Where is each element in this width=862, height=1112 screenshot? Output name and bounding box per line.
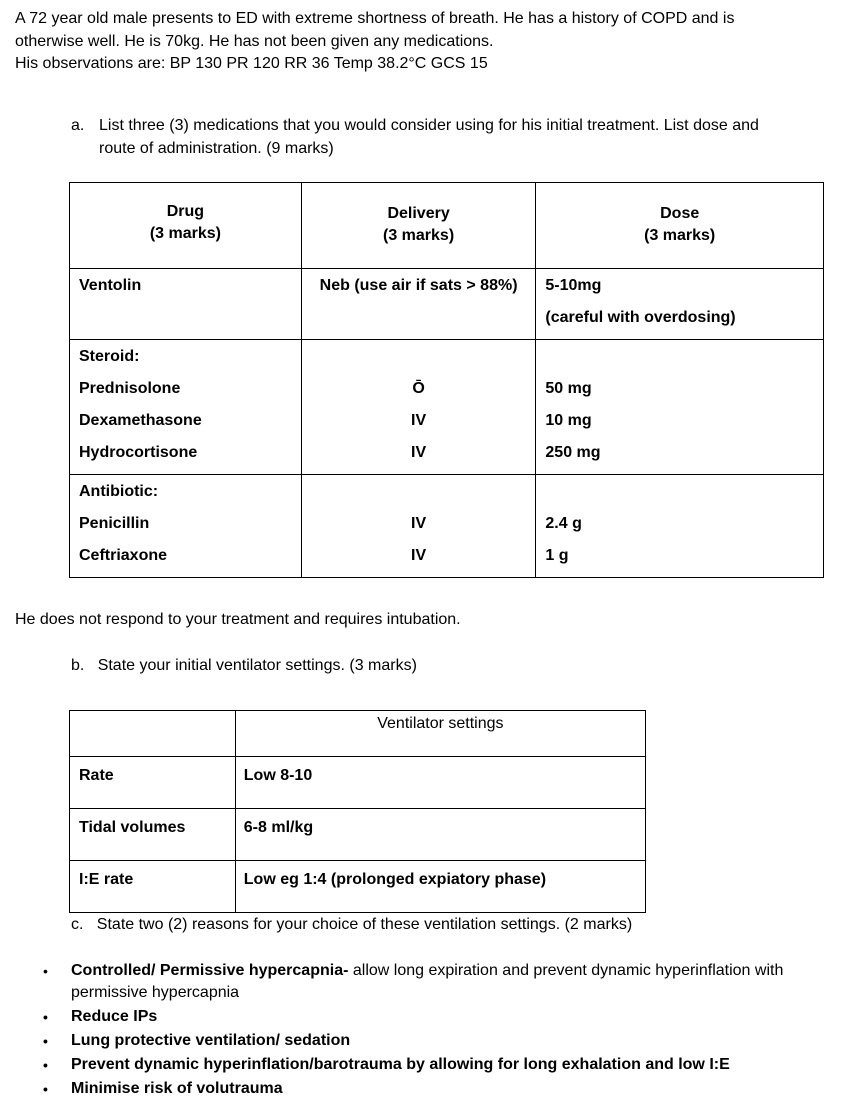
setting-label: Rate bbox=[70, 757, 236, 809]
question-b bbox=[71, 655, 417, 677]
dose-cell bbox=[536, 340, 824, 475]
table-row bbox=[70, 475, 824, 578]
header-drug bbox=[70, 183, 302, 269]
delivery-cell bbox=[301, 340, 536, 475]
table-row bbox=[70, 861, 646, 913]
dose-note: (careful with overdosing) bbox=[545, 309, 736, 326]
drug-name: Ventolin bbox=[79, 277, 142, 294]
header-title: Delivery bbox=[387, 205, 450, 222]
table-header-row bbox=[70, 183, 824, 269]
setting-label: I:E rate bbox=[70, 861, 236, 913]
bullet-icon: • bbox=[43, 1057, 48, 1073]
setting-label: Tidal volumes bbox=[70, 809, 236, 861]
delivery-route: Ō bbox=[412, 380, 425, 397]
list-item bbox=[40, 1030, 850, 1054]
scenario-line: A 72 year old male presents to ED with extreme shortness of breath. He has a history of COPD and is bbox=[15, 10, 735, 27]
header-dose bbox=[536, 183, 824, 269]
question-letter: a. bbox=[71, 117, 85, 134]
header-delivery bbox=[301, 183, 536, 269]
list-item bbox=[40, 960, 850, 1006]
empty-header-cell bbox=[70, 711, 236, 757]
header-marks: (3 marks) bbox=[383, 227, 455, 244]
setting-value: Low 8-10 bbox=[235, 757, 645, 809]
list-item bbox=[40, 1006, 850, 1030]
dose-value: 2.4 g bbox=[545, 515, 582, 532]
bullet-icon: • bbox=[43, 1033, 48, 1049]
header-title: Dose bbox=[660, 205, 700, 222]
delivery-route: IV bbox=[411, 412, 427, 429]
answer-text: Prevent dynamic hyperinflation/barotrauma by allowing for long exhalation and low I:E bbox=[71, 1056, 730, 1073]
answer-text: Lung protective ventilation/ sedation bbox=[71, 1032, 351, 1049]
dose-value: 10 mg bbox=[545, 412, 592, 429]
dose-value: 250 mg bbox=[545, 444, 601, 461]
answer-list bbox=[40, 960, 850, 1102]
drug-cell bbox=[70, 269, 302, 340]
header-marks: (3 marks) bbox=[644, 227, 716, 244]
scenario-line: otherwise well. He is 70kg. He has not been given any medications. bbox=[15, 32, 494, 50]
scenario-line: His observations are: BP 130 PR 120 RR 36 Temp 38.2°C GCS 15 bbox=[15, 55, 488, 72]
drug-group: Steroid: bbox=[79, 348, 140, 365]
drug-name: Penicillin bbox=[79, 515, 150, 532]
delivery-route: IV bbox=[411, 547, 427, 564]
dose-value: 5-10mg bbox=[545, 277, 602, 294]
question-text: State two (2) reasons for your choice of these ventilation settings. (2 marks) bbox=[96, 916, 633, 933]
question-line: List three (3) medications that you would consider using for his initial treatment. List dose and bbox=[99, 117, 759, 134]
setting-value: Low eg 1:4 (prolonged expiatory phase) bbox=[235, 861, 645, 913]
delivery-route: IV bbox=[411, 515, 427, 532]
question-c bbox=[71, 914, 632, 936]
response-text: He does not respond to your treatment and requires intubation. bbox=[15, 611, 461, 628]
table-row bbox=[70, 809, 646, 861]
question-letter: c. bbox=[71, 916, 84, 933]
drug-group: Antibiotic: bbox=[79, 483, 159, 500]
question-line: route of administration. (9 marks) bbox=[99, 140, 334, 157]
medication-table bbox=[69, 182, 824, 578]
answer-text: permissive hypercapnia bbox=[71, 984, 240, 1001]
delivery-cell bbox=[301, 475, 536, 578]
dose-cell bbox=[536, 475, 824, 578]
answer-heading: Controlled/ Permissive hypercapnia- bbox=[71, 962, 349, 979]
scenario-text bbox=[15, 8, 855, 76]
drug-name: Dexamethasone bbox=[79, 412, 202, 429]
question-letter: b. bbox=[71, 657, 85, 674]
table-row bbox=[70, 340, 824, 475]
ventilator-settings-header: Ventilator settings bbox=[235, 711, 645, 757]
bullet-icon: • bbox=[43, 1081, 48, 1097]
dose-cell bbox=[536, 269, 824, 340]
delivery-cell bbox=[301, 269, 536, 340]
header-title: Drug bbox=[166, 203, 205, 220]
dose-value: 1 g bbox=[545, 547, 569, 564]
answer-text: Reduce IPs bbox=[71, 1008, 158, 1025]
bullet-icon: • bbox=[43, 963, 48, 979]
answer-text: Minimise risk of volutrauma bbox=[71, 1080, 283, 1097]
table-header-row bbox=[70, 711, 646, 757]
delivery-route: IV bbox=[411, 444, 427, 461]
drug-name: Ceftriaxone bbox=[79, 547, 168, 564]
bullet-icon: • bbox=[43, 1009, 48, 1025]
setting-value: 6-8 ml/kg bbox=[235, 809, 645, 861]
header-marks: (3 marks) bbox=[149, 225, 221, 242]
answer-text: allow long expiration and prevent dynamic hyperinflation with bbox=[348, 962, 784, 979]
delivery-route: Neb (use air if sats > 88%) bbox=[319, 277, 518, 294]
list-item bbox=[40, 1054, 850, 1078]
question-text: State your initial ventilator settings. (3 marks) bbox=[97, 657, 417, 674]
ventilator-table bbox=[69, 710, 646, 913]
list-item bbox=[40, 1078, 850, 1102]
drug-name: Prednisolone bbox=[79, 380, 181, 397]
drug-name: Hydrocortisone bbox=[79, 444, 198, 461]
drug-cell bbox=[70, 340, 302, 475]
dose-value: 50 mg bbox=[545, 380, 592, 397]
drug-cell bbox=[70, 475, 302, 578]
table-row bbox=[70, 269, 824, 340]
table-row bbox=[70, 757, 646, 809]
